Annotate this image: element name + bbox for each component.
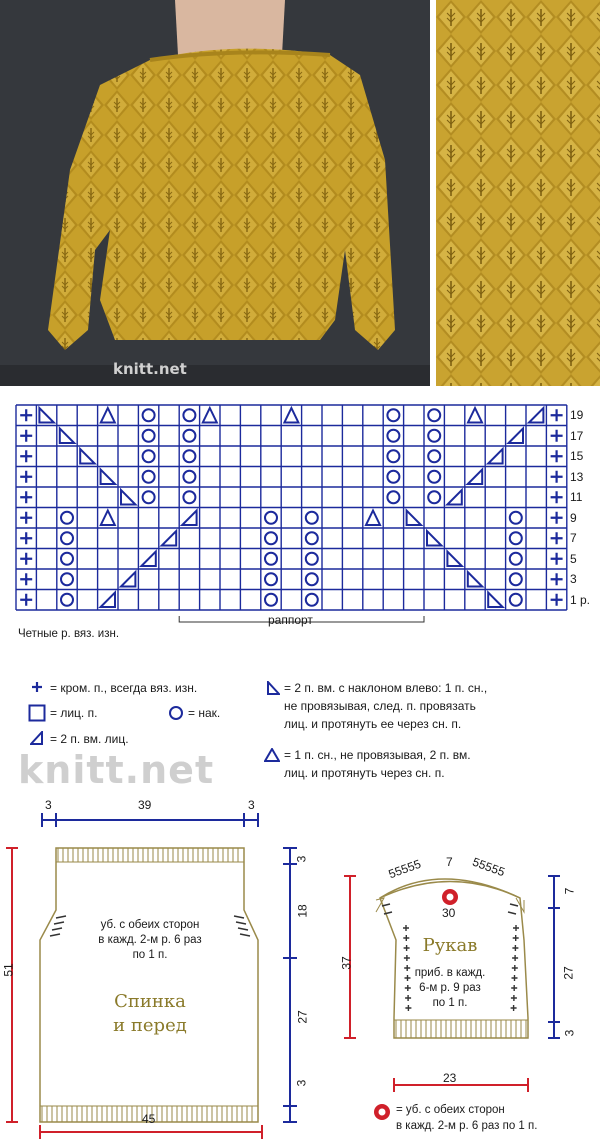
row-number: 19	[570, 408, 584, 422]
yarn-over-mark	[510, 573, 522, 585]
body-top-right-dim: 3	[248, 798, 255, 812]
legend-yo: = нак.	[188, 706, 221, 720]
edge-stitch-mark	[551, 450, 563, 462]
body-right-body-dim: 27	[295, 1010, 310, 1024]
sleeve-cap-mid-dim: 7	[446, 855, 453, 869]
row-number: 17	[570, 428, 584, 443]
decrease-mark	[101, 593, 115, 608]
decrease-mark	[468, 470, 482, 485]
double-decrease-mark	[101, 408, 115, 423]
row-number: 3	[570, 572, 577, 586]
body-note-2: в кажд. 2-м р. 6 раз	[98, 934, 202, 946]
yarn-over-mark	[306, 532, 318, 544]
legend-ssk-3: лиц. и протянуть ее через сн. п.	[284, 717, 462, 731]
edge-stitch-mark	[20, 471, 32, 483]
yarn-over-mark	[510, 532, 522, 544]
double-decrease-mark	[284, 408, 298, 423]
edge-stitch-icon	[30, 680, 44, 694]
yarn-over-mark	[428, 471, 440, 483]
decrease-mark	[488, 449, 502, 464]
yarn-over-mark	[387, 409, 399, 421]
yarn-over-mark	[61, 512, 73, 524]
yarn-over-mark	[183, 430, 195, 442]
ssk-icon	[266, 681, 280, 695]
row-number: 13	[570, 469, 584, 484]
body-height-dim: 51	[1, 963, 16, 977]
yarn-over-mark	[183, 491, 195, 503]
edge-stitch-mark	[20, 594, 32, 606]
legend-sk2p-2: лиц. и протянуть через сн. п.	[284, 766, 445, 780]
yarn-over-mark	[265, 573, 277, 585]
sweater-photo	[0, 0, 430, 386]
yarn-over-mark	[306, 553, 318, 565]
row-number: 5	[570, 551, 577, 566]
edge-stitch-mark	[20, 553, 32, 565]
sleeve-cap-right-dim: 55555	[470, 854, 507, 880]
sleeve-note-3: по 1 п.	[432, 997, 468, 1009]
yarn-over-mark	[183, 450, 195, 462]
decrease-mark	[447, 490, 461, 505]
photo-watermark: knitt.net	[113, 360, 187, 378]
yarn-over-mark	[428, 409, 440, 421]
row-number: 15	[570, 449, 584, 463]
edge-stitch-mark	[20, 491, 32, 503]
decrease-mark	[39, 408, 53, 423]
edge-stitch-mark	[551, 512, 563, 524]
legend-sk2p-1: = 1 п. сн., не провязывая, 2 п. вм.	[284, 748, 471, 762]
decrease-mark	[121, 572, 135, 587]
edge-stitch-mark	[20, 409, 32, 421]
edge-stitch-mark	[551, 532, 563, 544]
legend-ssk-1: = 2 п. вм. с наклоном влево: 1 п. сн.,	[284, 681, 488, 695]
decrease-mark	[509, 429, 523, 444]
yarn-over-mark	[143, 409, 155, 421]
edge-stitch-mark	[20, 450, 32, 462]
body-top-left-dim: 3	[45, 798, 52, 812]
decrease-mark	[427, 531, 441, 546]
decrease-mark	[468, 572, 482, 587]
edge-stitch-mark	[20, 532, 32, 544]
decrease-mark	[447, 552, 461, 567]
double-decrease-mark	[468, 408, 482, 423]
edge-stitch-mark	[551, 430, 563, 442]
legend-knit: = лиц. п.	[50, 706, 98, 720]
sleeve-height-dim: 37	[339, 956, 354, 970]
decrease-mark	[529, 408, 543, 423]
edge-stitch-mark	[551, 491, 563, 503]
sleeve-right-bottom-dim: 3	[562, 1029, 577, 1037]
yarn-over-mark	[265, 553, 277, 565]
edge-stitch-mark	[551, 471, 563, 483]
edge-stitch-mark	[551, 409, 563, 421]
double-decrease-mark	[101, 511, 115, 526]
even-rows-note: Четные р. вяз. изн.	[18, 628, 120, 640]
decrease-mark	[141, 552, 155, 567]
yarn-over-mark	[183, 471, 195, 483]
edge-stitch-mark	[551, 553, 563, 565]
legend-ssk-2: не провязывая, след. п. провязать	[284, 699, 476, 713]
decrease-mark	[182, 511, 196, 526]
body-right-armhole-dim: 18	[295, 904, 310, 918]
sleeve-footnote-2: в кажд. 2-м р. 6 раз по 1 п.	[396, 1120, 538, 1132]
yarn-over-mark	[61, 532, 73, 544]
body-right-top-dim: 3	[294, 855, 309, 863]
yarn-over-mark	[143, 450, 155, 462]
yarn-over-mark	[61, 594, 73, 606]
edge-stitch-mark	[20, 573, 32, 585]
decrease-mark	[407, 511, 421, 526]
sleeve-right-top-dim: 7	[562, 887, 577, 895]
yarn-over-mark	[143, 491, 155, 503]
yarn-over-mark	[306, 573, 318, 585]
body-title-1: Спинка	[114, 991, 186, 1012]
yarn-over-mark	[510, 553, 522, 565]
yarn-over-mark	[265, 594, 277, 606]
yarn-over-mark	[428, 430, 440, 442]
edge-stitch-mark	[20, 430, 32, 442]
yarn-over-mark	[387, 450, 399, 462]
sk2p-icon	[264, 748, 280, 762]
yarn-over-mark	[510, 594, 522, 606]
yarn-over-mark	[183, 409, 195, 421]
yarn-over-mark	[387, 430, 399, 442]
yarn-over-mark	[265, 512, 277, 524]
yarn-over-mark	[143, 471, 155, 483]
body-title-2: и перед	[113, 1015, 187, 1036]
decrease-mark	[121, 490, 135, 505]
repeat-label: раппорт	[268, 613, 313, 627]
body-top-mid-dim: 39	[138, 798, 152, 812]
decrease-mark	[80, 449, 94, 464]
double-decrease-mark	[203, 408, 217, 423]
decrease-mark	[488, 593, 502, 608]
legend-watermark: knitt.net	[18, 748, 215, 792]
body-right-bottom-dim: 3	[294, 1079, 309, 1087]
yarn-over-mark	[387, 471, 399, 483]
edge-stitch-mark	[551, 573, 563, 585]
row-number: 9	[570, 510, 577, 525]
yarn-over-mark	[306, 594, 318, 606]
knitting-chart	[0, 395, 600, 635]
sleeve-bottom-dim: 23	[443, 1071, 457, 1085]
yarn-over-mark	[387, 491, 399, 503]
row-number: 11	[570, 490, 583, 504]
sleeve-footnote-1: = уб. с обеих сторон	[396, 1104, 505, 1116]
decrease-mark	[162, 531, 176, 546]
sleeve-note-2: 6-м р. 9 раз	[419, 982, 481, 994]
yarn-over-mark	[306, 512, 318, 524]
body-schematic	[0, 790, 330, 1140]
sleeve-cap-width-dim: 30	[442, 906, 456, 920]
knit-stitch-icon	[28, 704, 46, 722]
row-number: 7	[570, 531, 577, 545]
legend-k2tog: = 2 п. вм. лиц.	[50, 732, 129, 746]
sleeve-right-mid-dim: 27	[561, 966, 576, 980]
body-note-1: уб. с обеих сторон	[100, 919, 200, 931]
yarn-over-mark	[428, 450, 440, 462]
edge-stitch-mark	[551, 594, 563, 606]
pattern-closeup-photo	[436, 0, 600, 386]
yarn-over-icon	[168, 705, 184, 721]
yarn-over-mark	[61, 553, 73, 565]
yarn-over-mark	[61, 573, 73, 585]
legend-edge: = кром. п., всегда вяз. изн.	[50, 681, 198, 695]
sleeve-title: Рукав	[422, 935, 478, 956]
sleeve-cap-left-dim: 55555	[386, 856, 423, 882]
body-width-dim: 45	[142, 1112, 156, 1126]
sleeve-note-1: приб. в кажд.	[414, 967, 486, 979]
k2tog-icon	[30, 731, 44, 745]
decrease-mark	[60, 429, 74, 444]
yarn-over-mark	[428, 491, 440, 503]
row-number: 1 р.	[570, 592, 591, 607]
yarn-over-mark	[143, 430, 155, 442]
edge-stitch-mark	[20, 512, 32, 524]
yarn-over-mark	[265, 532, 277, 544]
body-note-3: по 1 п.	[132, 949, 168, 961]
double-decrease-mark	[366, 511, 380, 526]
decrease-mark	[101, 470, 115, 485]
yarn-over-mark	[510, 512, 522, 524]
